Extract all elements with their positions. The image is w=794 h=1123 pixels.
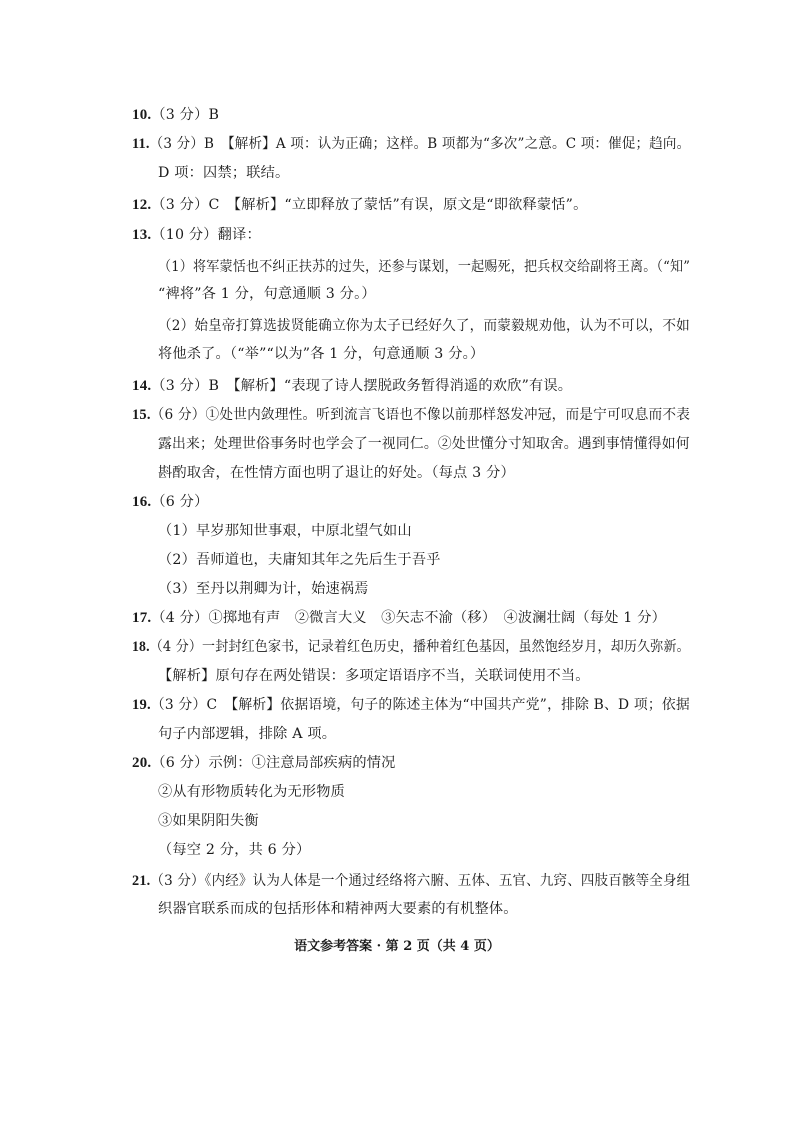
answer-text: （3 分）B 【解析】A 项：认为正确；这样。B 项都为“多次”之意。C 项：催促；趋向。	[149, 136, 691, 152]
answer-line	[158, 899, 518, 919]
answer-text: ②从有形物质转化为无形物质	[158, 784, 346, 800]
question-number: 20.	[132, 755, 152, 771]
answer-line	[132, 695, 690, 715]
answer-text: （6 分）示例：①注意局部疾病的情况	[151, 755, 396, 771]
page-footer: 语文参考答案 · 第 2 页（共 4 页）	[294, 939, 500, 954]
answer-line	[158, 284, 376, 304]
answer-line	[132, 134, 690, 154]
answer-text: “裨将”各 1 分，句意通顺 3 分。）	[158, 286, 376, 302]
answer-line	[158, 782, 345, 802]
answer-line	[132, 753, 396, 773]
answer-text: D 项：囚禁；联结。	[158, 165, 290, 181]
answer-text: （6 分）①处世内敛理性。听到流言飞语也不像以前那样怒发冲冠，而是宁可叹息而不表	[150, 407, 691, 423]
answer-text: 句子内部逻辑，排除 A 项。	[158, 726, 337, 742]
answer-text: 露出来；处理世俗事务时也学会了一视同仁。②处世懂分寸知取舍。遇到事情懂得如何	[158, 436, 690, 452]
answer-line	[158, 316, 690, 336]
answer-line	[158, 550, 441, 570]
answer-line	[158, 434, 690, 454]
answer-line	[158, 579, 369, 599]
answer-text: （3）至丹以荆卿为计，始速祸焉	[158, 581, 369, 597]
question-number: 16.	[132, 494, 152, 510]
answer-text: 织器官联系而成的包括形体和精神两大要素的有机整体。	[158, 901, 518, 917]
answer-text: （4 分）一封封红色家书，记录着红色历史，播种着红色基因，虽然饱经岁月，却历久弥新。	[149, 639, 690, 655]
question-number: 13.	[132, 227, 152, 243]
question-number: 10.	[132, 107, 152, 123]
answer-text: 将他杀了。（“举”“以为”各 1 分，句意通顺 3 分。）	[158, 346, 485, 362]
question-number: 21.	[132, 873, 151, 889]
answer-text: （3 分）C 【解析】依据语境，句子的陈述主体为“中国共产党”，排除 B、D 项；依据	[150, 697, 690, 713]
answer-line	[158, 840, 310, 860]
question-number: 14.	[132, 378, 152, 394]
answer-text: （1）早岁那知世事艰，中原北望气如山	[158, 523, 412, 539]
answer-text: （3 分）《内经》认为人体是一个通过经络将六腑、五体、五官、九窍、四肢百骸等全身组	[150, 873, 691, 889]
answer-text: （4 分）①掷地有声 ②微言大义 ③矢志不渝（移） ④波澜壮阔（每处 1 分）	[151, 610, 667, 626]
answer-text: （1）将军蒙恬也不纠正扶苏的过失，还参与谋划，一起赐死，把兵权交给副将王离。（“知”	[158, 259, 691, 275]
answer-text: （10 分）翻译：	[151, 227, 261, 243]
answer-text: ③如果阴阳失衡	[158, 813, 259, 829]
answer-line	[132, 405, 690, 425]
answer-line	[158, 257, 690, 277]
question-number: 17.	[132, 610, 152, 626]
answer-line	[132, 105, 219, 125]
answer-line	[132, 637, 690, 657]
answer-line	[132, 608, 666, 628]
question-number: 11.	[132, 136, 150, 152]
answer-line	[158, 666, 590, 686]
answer-text: （2）始皇帝打算选拔贤能确立你为太子已经好久了，而蒙毅规劝他，认为不可以，不如	[158, 318, 690, 334]
question-number: 12.	[132, 197, 152, 213]
answer-line	[158, 463, 515, 483]
answer-text: 【解析】原句存在两处错误：多项定语语序不当，关联词使用不当。	[158, 668, 590, 684]
answer-text: （6 分）	[151, 494, 209, 510]
answer-text: （3 分）C 【解析】“立即释放了蒙恬”有误，原文是“即欲释蒙恬”。	[151, 197, 588, 213]
answer-text: （3 分）B	[151, 107, 220, 123]
answer-line	[158, 521, 412, 541]
answer-line	[132, 376, 572, 396]
question-number: 19.	[132, 697, 151, 713]
answer-line	[132, 195, 588, 215]
answer-text: （每空 2 分，共 6 分）	[158, 842, 311, 858]
question-number: 15.	[132, 407, 151, 423]
answer-text: （3 分）B 【解析】“表现了诗人摆脱政务暂得消遥的欢欣”有误。	[151, 378, 573, 394]
answer-line	[158, 344, 484, 364]
answer-line	[158, 811, 259, 831]
answer-text: 斟酌取舍，在性情方面也明了退让的好处。（每点 3 分）	[158, 465, 515, 481]
answer-text: （2）吾师道也，夫庸知其年之先后生于吾乎	[158, 552, 441, 568]
answer-line	[132, 225, 261, 245]
answer-line	[132, 492, 208, 512]
answer-line	[158, 163, 289, 183]
answer-line	[158, 724, 336, 744]
question-number: 18.	[132, 639, 150, 655]
answer-line	[132, 871, 690, 891]
